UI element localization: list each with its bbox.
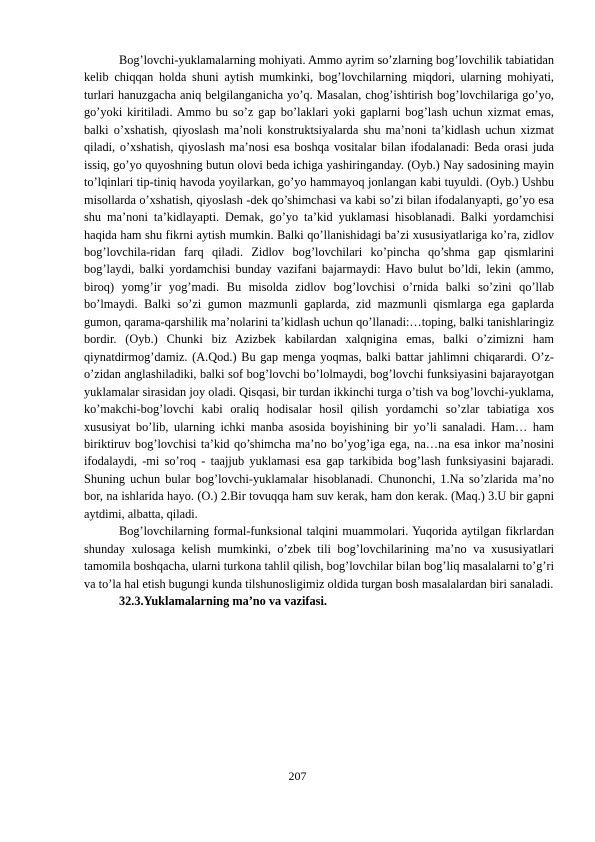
body-paragraph-1: Bog’lovchi-yuklamalarning mohiyati. Ammo ayrim so’zlarning bog’lovchilik tabiatidan kelib chiqqan holda shuni aytish mumkinki, bog’lovchilarning miqdori, ularning mohiyati, turlari hanuzgacha aniq belgilanganicha yo’q. Masalan, chog’ishtirish bog’lovchilariga go’yo, go’yoki kiritiladi. Ammo bu so’z gap bo’laklari yoki gaplarni bog’lash uchun xizmat emas, balki o’xshatish, qiyoslash ma’noli konstruktsiyalarda shu ma’noni ta’kidlash uchun xizmat qiladi, o’xshatish, qiyoslash ma’nosi esa boshqa vositalar bilan ifodalanadi: Beda orasi juda issiq, go’yo quyoshning butun olovi beda ichiga yashiringanday. (Oyb.) Nay sadosining mayin to’lqinlari tip-tiniq havoda yoyilarkan, go’yo hammayoq jonlangan kabi tuyuldi. (Oyb.) Ushbu misollarda o’xshatish, qiyoslash -dek qo’shimchasi va kabi so’zi bilan ifodalanyapti, go’yo esa shu ma’noni ta’kidlayapti. Demak, go’yo ta’kid yuklamasi hisoblanadi. Balki yordamchisi haqida ham shu fikrni aytish mumkin. Balki qo’llanishidagi ba’zi xususiyatlariga ko’ra, zidlov bog’lovchila-ridan farq qiladi. Zidlov bog’lovchilari ko’pincha qo’shma gap qismlarini bog’laydi, balki yordamchisi bunday vazifani bajarmaydi: Havo bulut bo’ldi, lekin (ammo, biroq) yomg’ir yog’madi. Bu misolda zidlov bog’lovchisi o’rnida balki so’zini qo’llab bo’lmaydi. Balki so’zi gumon mazmunli gaplarda, zid mazmunli qismlarga ega gaplarda gumon, qarama-qarshilik ma’nolarini ta’kidlash uchun qo’llanadi:…toping, balki tanishlaringiz bordir. (Oyb.) Chunki biz Azizbek kabilardan xalqnigina emas, balki o’zimizni ham qiynatdirmog’damiz. (A.Qod.) Bu gap menga yoqmas, balki battar jahlimni chiqarardi. O’z-o’zidan anglashiladiki, balki sof bog’lovchi bo’lolmaydi, bog’lovchi funksiyasini bajarayotgan yuklamalar sirasidan joy oladi. Qisqasi, bir turdan ikkinchi turga o’tish va bog’lovchi-yuklama, ko’makchi-bog’lovchi kabi oraliq hodisalar hosil qilish yordamchi so’zlar tabiatiga xos xususiyat bo’lib, ularning ichki manba asosida boyishining bir yo’li sanaladi. Ham… ham biriktiruv bog’lovchisi ta’kid qo’shimcha ma’no bo’yog’iga ega, na…na esa inkor ma’nosini ifodalaydi, -mi so’roq - taajjub yuklamasi esa gap tarkibida bog’lash funksiyasini bajaradi. Shuning uchun bular bog’lovchi-yuklamalar hisoblanadi. Chunonchi, 1.Na so’zlarida ma’no bor, na ishlarida hayo. (O.) 2.Bir tovuqqa ham suv kerak, ham don kerak. (Maq.) 3.U bir gapni aytdimi, albatta, qiladi.: [84, 53, 554, 521]
section-heading: 32.3.Yuklamalarning ma’no va vazifasi.: [119, 594, 327, 609]
body-paragraph-2: Bog’lovchilarning formal-funksional talqini muammolari. Yuqorida aytilgan fikrlardan shunday xulosaga kelish mumkinki, o’zbek tili bog’lovchilarining ma’no va xususiyatlari tamomila boshqacha, ularni turkona tahlil qilish, bog’lovchilar bilan bog’liq masalalarni to’g’ri va to’la hal etish bugungi kunda tilshunosligimiz oldida turgan bosh masalalardan biri sanaladi.: [84, 524, 554, 591]
document-page: [84, 52, 554, 611]
page-number: 207: [288, 769, 307, 783]
